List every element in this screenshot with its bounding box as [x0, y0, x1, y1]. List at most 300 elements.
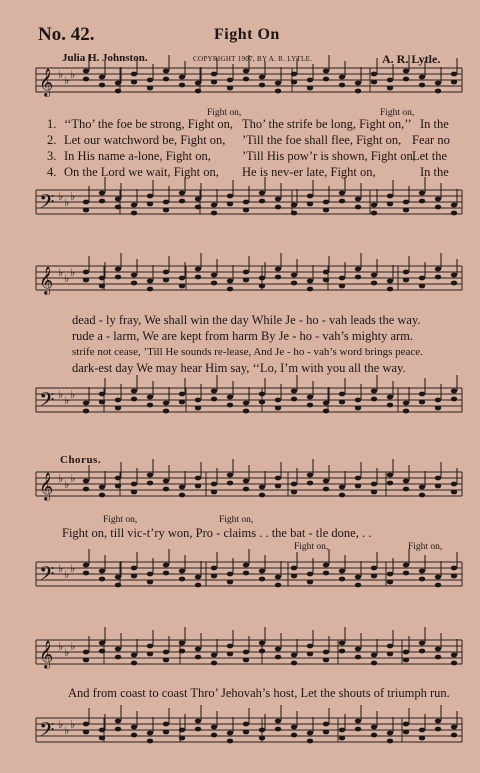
flat-sign-icon: ♭ [64, 196, 70, 209]
note-head [323, 730, 329, 735]
note-head [323, 270, 329, 275]
note-head [339, 276, 345, 281]
chorus-lyric: Fight on, till vic-t’ry won, Pro - claims . . the bat - tle done, . . [62, 526, 372, 540]
note-head [163, 69, 169, 74]
note-head [243, 479, 249, 484]
note-head [323, 658, 329, 663]
note-head [195, 719, 201, 724]
note-head [371, 273, 377, 278]
note-head [435, 719, 441, 724]
flat-sign-icon: ♭ [58, 718, 64, 731]
note-head [115, 719, 121, 724]
note-head [195, 655, 201, 660]
flat-sign-icon: ♭ [70, 190, 76, 203]
copyright-notice: COPYRIGHT 1907, BY A. R. LYTLE. [193, 55, 313, 63]
note-head [179, 191, 185, 196]
note-head [259, 392, 265, 397]
note-head [147, 580, 153, 585]
note-head [291, 389, 297, 394]
note-head [115, 205, 121, 210]
note-head [403, 77, 409, 82]
verse-lyric: ’Till the foe shall flee, Fight on, [242, 133, 402, 147]
note-head [211, 80, 217, 85]
note-head [147, 78, 153, 83]
flat-sign-icon: ♭ [70, 266, 76, 279]
note-head [243, 401, 249, 406]
note-head [275, 484, 281, 489]
note-head [179, 392, 185, 397]
note-head [419, 392, 425, 397]
note-head [131, 490, 137, 495]
verse-number: 1. [47, 117, 57, 131]
note-head [355, 398, 361, 403]
note-head [211, 203, 217, 208]
note-head [323, 200, 329, 205]
note-head [451, 482, 457, 487]
note-head [451, 281, 457, 286]
note-head [131, 574, 137, 579]
note-head [99, 649, 105, 654]
note-head [419, 493, 425, 498]
note-head [387, 481, 393, 486]
note-head [307, 395, 313, 400]
note-head [419, 284, 425, 289]
note-head [243, 77, 249, 82]
note-head [291, 203, 297, 208]
note-head [179, 569, 185, 574]
note-head [163, 208, 169, 213]
note-head [243, 270, 249, 275]
note-head [339, 649, 345, 654]
note-head [179, 728, 185, 733]
note-head [451, 389, 457, 394]
note-head [259, 83, 265, 88]
note-head [211, 653, 217, 658]
note-head [307, 652, 313, 657]
note-head [115, 89, 121, 94]
note-head [419, 485, 425, 490]
note-head [451, 80, 457, 85]
note-head [339, 199, 345, 204]
note-head [99, 485, 105, 490]
flat-sign-icon: ♭ [58, 562, 64, 575]
note-head [403, 722, 409, 727]
note-head [419, 569, 425, 574]
note-head [435, 275, 441, 280]
note-head [339, 400, 345, 405]
bass-clef-icon: 𝄢 [39, 190, 55, 218]
note-head [307, 86, 313, 91]
note-head [403, 270, 409, 275]
note-head [243, 730, 249, 735]
note-head [323, 208, 329, 213]
note-head [147, 202, 153, 207]
note-head [451, 211, 457, 216]
note-head [275, 583, 281, 588]
hymn-title: Fight On [214, 26, 280, 43]
note-head [179, 284, 185, 289]
flat-sign-icon: ♭ [58, 472, 64, 485]
note-head [387, 194, 393, 199]
note-head [211, 725, 217, 730]
verse-lyric: In the [420, 117, 449, 131]
note-head [451, 725, 457, 730]
note-head [227, 287, 233, 292]
flat-sign-icon: ♭ [64, 646, 70, 659]
note-head [291, 273, 297, 278]
flat-sign-icon: ♭ [64, 394, 70, 407]
note-head [147, 572, 153, 577]
fight-on-small-1: Fight on, [207, 108, 242, 118]
note-head [419, 577, 425, 582]
note-head [435, 484, 441, 489]
note-head [291, 661, 297, 666]
note-head [179, 649, 185, 654]
note-head [83, 722, 89, 727]
note-head [291, 653, 297, 658]
chorus-fight-on-4: Fight on, [408, 542, 443, 552]
verse-lyric: Let our watchword be, Fight on, [64, 133, 226, 147]
note-head [131, 80, 137, 85]
chorus-fight-on-1: Fight on, [103, 515, 138, 525]
note-head [195, 267, 201, 272]
note-head [179, 276, 185, 281]
note-head [99, 83, 105, 88]
note-head [195, 197, 201, 202]
note-head [83, 401, 89, 406]
note-head [131, 661, 137, 666]
note-head [323, 77, 329, 82]
note-head [163, 658, 169, 663]
treble-clef-icon: 𝄞 [39, 640, 54, 668]
note-head [403, 200, 409, 205]
note-head [227, 644, 233, 649]
note-head [147, 739, 153, 744]
note-head [211, 566, 217, 571]
note-head [243, 200, 249, 205]
verse-lyric: ‘‘Tho’ the foe be strong, Fight on, [64, 117, 233, 131]
note-head [227, 86, 233, 91]
note-head [339, 569, 345, 574]
note-head [131, 725, 137, 730]
flat-sign-icon: ♭ [70, 68, 76, 81]
note-head [195, 398, 201, 403]
note-head [307, 572, 313, 577]
note-head [259, 191, 265, 196]
note-head [451, 397, 457, 402]
note-head [339, 392, 345, 397]
note-head [227, 78, 233, 83]
note-head [211, 482, 217, 487]
note-head [387, 473, 393, 478]
note-head [403, 278, 409, 283]
note-head [387, 403, 393, 408]
note-head [227, 395, 233, 400]
note-head [371, 482, 377, 487]
bass-clef-icon: 𝄢 [39, 388, 55, 416]
note-head [243, 571, 249, 576]
note-head [275, 267, 281, 272]
note-head [435, 197, 441, 202]
note-head [371, 733, 377, 738]
note-head [243, 278, 249, 283]
chorus-fight-on-3: Fight on, [294, 542, 329, 552]
note-head [403, 479, 409, 484]
note-head [323, 722, 329, 727]
note-head [163, 479, 169, 484]
note-head [83, 479, 89, 484]
note-head [355, 647, 361, 652]
note-head [147, 403, 153, 408]
note-head [131, 273, 137, 278]
note-head [435, 89, 441, 94]
chorus-label: Chorus. [60, 454, 102, 466]
note-head [83, 77, 89, 82]
note-head [387, 572, 393, 577]
note-head [355, 719, 361, 724]
note-head [387, 739, 393, 744]
note-head [307, 279, 313, 284]
composer-credit: A. R. Lytle. [382, 52, 441, 66]
note-head [147, 287, 153, 292]
note-head [307, 202, 313, 207]
note-head [371, 80, 377, 85]
note-head [115, 484, 121, 489]
note-head [275, 197, 281, 202]
verse-lyric: In the [420, 165, 449, 179]
verse-number: 2. [47, 133, 57, 147]
note-head [99, 641, 105, 646]
note-head [355, 583, 361, 588]
note-head [163, 487, 169, 492]
note-head [371, 397, 377, 402]
note-head [371, 725, 377, 730]
note-head [451, 273, 457, 278]
fight-on-small-2: Fight on, [380, 108, 415, 118]
verse-lyric: In His name a-lone, Fight on, [64, 149, 211, 163]
verse-number: 4. [47, 165, 57, 179]
note-head [307, 403, 313, 408]
note-head [243, 69, 249, 74]
note-head [147, 395, 153, 400]
note-head [243, 487, 249, 492]
note-head [451, 574, 457, 579]
note-head [195, 205, 201, 210]
note-head [275, 205, 281, 210]
note-head [435, 81, 441, 86]
note-head [371, 574, 377, 579]
flat-sign-icon: ♭ [58, 190, 64, 203]
note-head [291, 574, 297, 579]
verse-lyric: ’Till His pow’r is shown, Fight on, [242, 149, 416, 163]
note-head [115, 655, 121, 660]
note-head [99, 199, 105, 204]
note-head [211, 490, 217, 495]
note-head [211, 661, 217, 666]
note-head [307, 78, 313, 83]
note-head [275, 727, 281, 732]
note-head [435, 727, 441, 732]
note-head [323, 401, 329, 406]
note-head [435, 655, 441, 660]
flat-sign-icon: ♭ [58, 388, 64, 401]
note-head [115, 476, 121, 481]
note-head [211, 574, 217, 579]
note-head [99, 392, 105, 397]
note-head [99, 75, 105, 80]
note-head [435, 476, 441, 481]
note-head [147, 194, 153, 199]
note-head [211, 733, 217, 738]
note-head [323, 563, 329, 568]
note-head [83, 571, 89, 576]
note-head [307, 644, 313, 649]
note-head [419, 728, 425, 733]
flat-sign-icon: ♭ [64, 272, 70, 285]
note-head [291, 211, 297, 216]
note-head [211, 211, 217, 216]
note-head [227, 652, 233, 657]
treble-clef-icon: 𝄞 [39, 266, 54, 294]
note-head [99, 493, 105, 498]
note-head [227, 731, 233, 736]
note-head [179, 641, 185, 646]
note-head [115, 197, 121, 202]
note-head [403, 571, 409, 576]
note-head [259, 400, 265, 405]
note-head [227, 580, 233, 585]
note-head [243, 208, 249, 213]
note-head [259, 577, 265, 582]
note-head [195, 484, 201, 489]
note-head [307, 473, 313, 478]
note-head [179, 493, 185, 498]
note-head [83, 487, 89, 492]
note-head [243, 409, 249, 414]
note-head [131, 482, 137, 487]
note-head [355, 655, 361, 660]
note-head [371, 490, 377, 495]
note-head [435, 406, 441, 411]
note-head [275, 81, 281, 86]
note-head [275, 647, 281, 652]
note-head [131, 203, 137, 208]
note-head [419, 649, 425, 654]
note-head [355, 267, 361, 272]
note-head [419, 199, 425, 204]
note-head [163, 409, 169, 414]
verse-lyric: dark-est day We may hear Him say, ‘‘Lo, I’m with you all the way. [72, 361, 406, 375]
note-head [323, 278, 329, 283]
note-head [259, 199, 265, 204]
verse-lyric: dead - ly fray, We shall win the day While Je - ho - vah leads the way. [72, 313, 421, 327]
note-head [211, 281, 217, 286]
bass-clef-icon: 𝄢 [39, 562, 55, 590]
note-head [387, 731, 393, 736]
note-head [371, 211, 377, 216]
note-head [371, 72, 377, 77]
note-head [275, 655, 281, 660]
note-head [131, 653, 137, 658]
note-head [195, 583, 201, 588]
note-head [403, 401, 409, 406]
note-head [355, 205, 361, 210]
note-head [179, 736, 185, 741]
verse-lyric: On the Lord we wait, Fight on, [64, 165, 219, 179]
note-head [227, 403, 233, 408]
note-head [291, 566, 297, 571]
note-head [339, 83, 345, 88]
note-head [259, 641, 265, 646]
note-head [195, 275, 201, 280]
note-head [179, 577, 185, 582]
note-head [227, 739, 233, 744]
treble-clef-icon: 𝄞 [39, 68, 54, 96]
note-head [323, 650, 329, 655]
note-head [83, 409, 89, 414]
note-head [243, 658, 249, 663]
note-head [355, 727, 361, 732]
note-head [435, 398, 441, 403]
flat-sign-icon: ♭ [70, 472, 76, 485]
flat-sign-icon: ♭ [64, 74, 70, 87]
note-head [195, 89, 201, 94]
note-head [211, 72, 217, 77]
note-head [291, 397, 297, 402]
note-head [99, 276, 105, 281]
note-head [259, 649, 265, 654]
note-head [131, 72, 137, 77]
note-head [307, 580, 313, 585]
note-head [179, 199, 185, 204]
note-head [355, 275, 361, 280]
note-head [275, 406, 281, 411]
note-head [179, 83, 185, 88]
note-head [83, 650, 89, 655]
note-head [99, 736, 105, 741]
note-head [147, 86, 153, 91]
verse-lyric: Let the [412, 149, 448, 163]
note-head [451, 490, 457, 495]
note-head [307, 287, 313, 292]
note-head [371, 281, 377, 286]
note-head [131, 211, 137, 216]
note-head [403, 563, 409, 568]
note-head [291, 490, 297, 495]
note-head [339, 728, 345, 733]
flat-sign-icon: ♭ [70, 640, 76, 653]
note-head [419, 276, 425, 281]
note-head [355, 81, 361, 86]
note-head [339, 75, 345, 80]
note-head [115, 275, 121, 280]
note-head [339, 641, 345, 646]
note-head [83, 69, 89, 74]
note-head [131, 733, 137, 738]
note-head [163, 200, 169, 205]
note-head [371, 389, 377, 394]
note-head [403, 730, 409, 735]
verse-lyric: Tho’ the strife be long, Fight on,’’ [242, 117, 412, 131]
note-head [259, 276, 265, 281]
verse-number: 3. [47, 149, 57, 163]
note-head [371, 566, 377, 571]
note-head [387, 86, 393, 91]
note-head [435, 575, 441, 580]
hymn-number: No. 42. [38, 24, 95, 45]
note-head [147, 279, 153, 284]
note-head [211, 273, 217, 278]
